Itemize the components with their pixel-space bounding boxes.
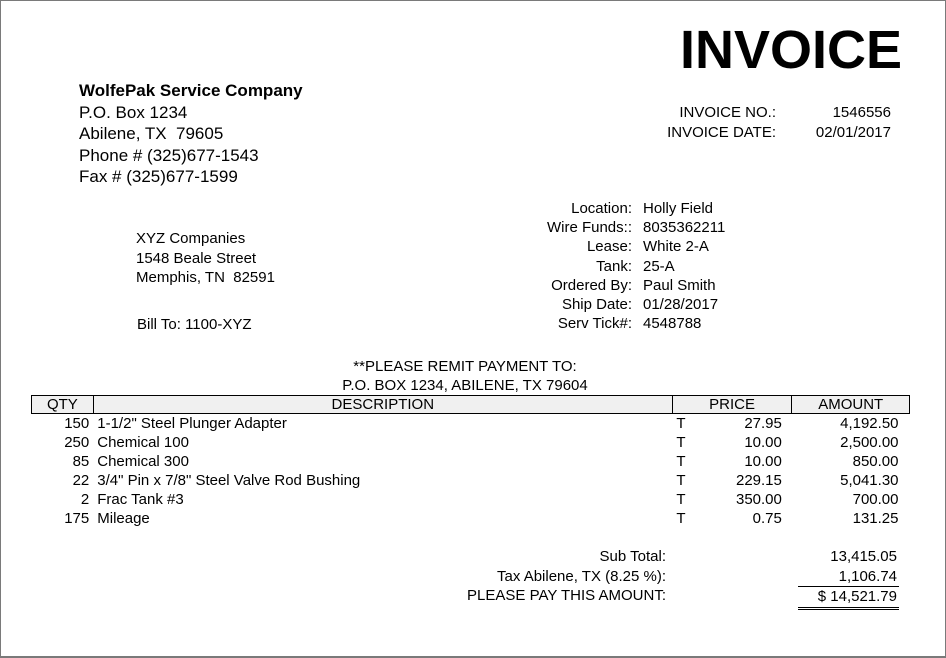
row-price: 27.95 xyxy=(744,415,782,432)
detail-label-wire-funds: Wire Funds:: xyxy=(546,219,632,237)
customer-block xyxy=(136,229,275,288)
header-qty: QTY xyxy=(32,396,94,414)
subtotal-value: 13,415.05 xyxy=(830,548,897,565)
row-amount: 700.00 xyxy=(852,491,899,508)
row-description: Frac Tank #3 xyxy=(97,491,184,508)
row-description: 1-1/2" Steel Plunger Adapter xyxy=(97,415,287,432)
row-amount: 850.00 xyxy=(852,453,899,470)
company-address-line2: Abilene, TX 79605 xyxy=(79,124,224,143)
detail-label-serv-tick: Serv Tick#: xyxy=(557,315,632,333)
row-tax-flag: T xyxy=(676,491,686,508)
row-tax-flag: T xyxy=(676,434,686,451)
invoice-date-label: INVOICE DATE: xyxy=(667,124,776,141)
header-description: DESCRIPTION xyxy=(93,396,672,414)
row-price: 229.15 xyxy=(735,472,782,489)
grand-total-value: $ 14,521.79 xyxy=(798,587,899,610)
detail-value-ship-date: 01/28/2017 xyxy=(643,296,719,314)
invoice-date: 02/01/2017 xyxy=(815,124,891,141)
grand-total-label: PLEASE PAY THIS AMOUNT: xyxy=(467,587,666,604)
row-tax-flag: T xyxy=(676,453,686,470)
row-qty: 175 xyxy=(64,510,90,527)
line-items-table xyxy=(31,395,910,528)
row-amount: 2,500.00 xyxy=(840,434,899,451)
invoice-number-label: INVOICE NO.: xyxy=(679,104,776,121)
table-row xyxy=(32,414,910,434)
invoice-labels xyxy=(667,103,776,143)
company-block xyxy=(79,80,303,188)
row-tax-flag: T xyxy=(676,415,686,432)
detail-value-location: Holly Field xyxy=(643,200,714,217)
company-fax: Fax # (325)677-1599 xyxy=(79,167,238,186)
row-qty: 2 xyxy=(80,491,90,508)
customer-city: Memphis, TN 82591 xyxy=(136,269,275,286)
company-phone: Phone # (325)677-1543 xyxy=(79,145,259,165)
row-price: 10.00 xyxy=(744,453,782,470)
row-amount: 131.25 xyxy=(852,510,899,527)
invoice-values xyxy=(816,103,891,143)
row-amount: 5,041.30 xyxy=(840,472,899,489)
table-header-row xyxy=(32,396,910,414)
row-description: Mileage xyxy=(97,510,150,527)
table-row xyxy=(32,490,910,509)
details-labels xyxy=(547,199,632,333)
detail-value-ordered-by: Paul Smith xyxy=(643,276,716,294)
totals-labels xyxy=(467,547,666,606)
row-qty: 250 xyxy=(64,434,90,451)
invoice-number: 1546556 xyxy=(832,104,891,121)
detail-value-tank: 25-A xyxy=(643,257,675,275)
subtotal-label: Sub Total: xyxy=(599,548,666,565)
row-tax-flag: T xyxy=(676,510,686,527)
remit-block xyxy=(0,357,930,395)
header-price: PRICE xyxy=(672,396,792,414)
detail-label-lease: Lease: xyxy=(586,238,632,256)
invoice-title: INVOICE xyxy=(680,20,903,80)
table-row xyxy=(32,509,910,528)
row-qty: 150 xyxy=(64,415,90,432)
detail-label-ship-date: Ship Date: xyxy=(561,296,632,314)
row-price: 350.00 xyxy=(735,491,782,508)
company-address-line1: P.O. Box 1234 xyxy=(79,102,188,122)
row-description: Chemical 300 xyxy=(97,453,189,470)
row-qty: 22 xyxy=(72,472,90,489)
bill-to: Bill To: 1100-XYZ xyxy=(137,316,252,333)
company-name: WolfePak Service Company xyxy=(79,81,303,100)
detail-label-ordered-by: Ordered By: xyxy=(551,276,632,294)
row-price: 10.00 xyxy=(744,434,782,451)
detail-label-location: Location: xyxy=(571,200,632,217)
detail-value-serv-tick: 4548788 xyxy=(643,315,702,333)
detail-value-lease: White 2-A xyxy=(643,238,709,256)
row-qty: 85 xyxy=(72,453,90,470)
details-values xyxy=(643,199,725,333)
remit-line2: P.O. BOX 1234, ABILENE, TX 79604 xyxy=(342,377,588,394)
tax-label: Tax Abilene, TX (8.25 %): xyxy=(497,567,666,585)
row-tax-flag: T xyxy=(676,472,686,489)
totals-values xyxy=(798,547,899,610)
tax-value: 1,106.74 xyxy=(798,567,899,588)
detail-value-wire-funds: 8035362211 xyxy=(643,219,726,237)
header-amount: AMOUNT xyxy=(792,396,910,414)
row-amount: 4,192.50 xyxy=(840,415,899,432)
customer-name: XYZ Companies xyxy=(136,230,246,247)
table-row xyxy=(32,452,910,471)
table-row xyxy=(32,471,910,490)
row-description: Chemical 100 xyxy=(97,434,189,451)
row-price: 0.75 xyxy=(752,510,782,527)
table-row xyxy=(32,433,910,452)
remit-line1: **PLEASE REMIT PAYMENT TO: xyxy=(353,358,577,375)
detail-label-tank: Tank: xyxy=(596,257,632,275)
row-description: 3/4" Pin x 7/8" Steel Valve Rod Bushing xyxy=(97,472,361,489)
customer-street: 1548 Beale Street xyxy=(136,249,257,267)
